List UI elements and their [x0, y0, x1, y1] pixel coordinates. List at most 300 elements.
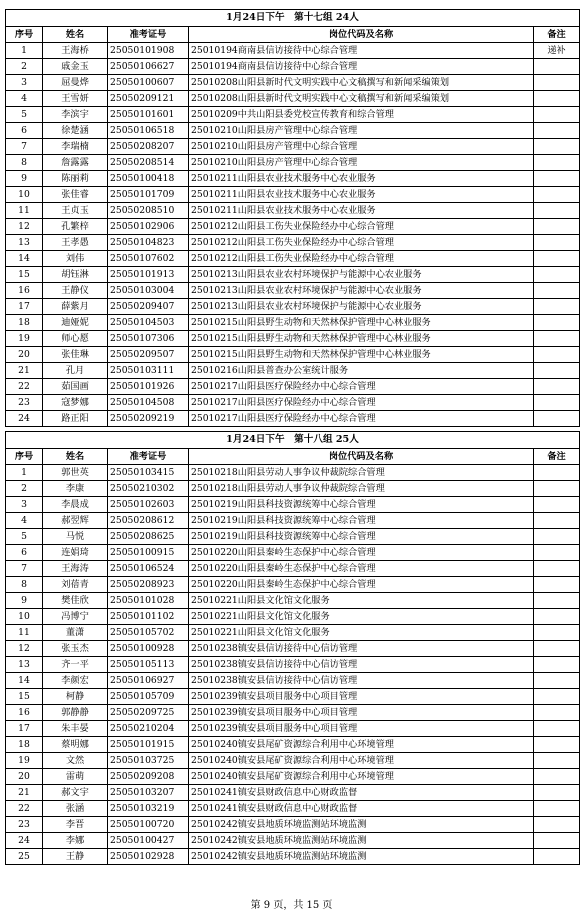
exam-number-cell: 25050208625: [108, 529, 189, 545]
table-row: [6, 283, 580, 299]
table-row: [6, 721, 580, 737]
exam-number-cell: 25050209407: [108, 299, 189, 315]
exam-number-cell: 25050208514: [108, 155, 189, 171]
exam-number-cell: 25050107306: [108, 331, 189, 347]
post-code-name-cell: 25010221山阳县文化馆文化服务: [189, 625, 534, 641]
table-row: [6, 593, 580, 609]
row-number-cell: 21: [6, 363, 43, 379]
candidate-name-cell: 王静: [43, 849, 108, 865]
table-row: [6, 267, 580, 283]
remark-cell: [534, 721, 580, 737]
candidate-name-cell: 李颜宏: [43, 673, 108, 689]
post-code-name-cell: 25010238镇安县信访接待中心信访管理: [189, 673, 534, 689]
exam-number-cell: 25050103207: [108, 785, 189, 801]
row-number-cell: 6: [6, 123, 43, 139]
table-row: [6, 769, 580, 785]
remark-cell: [534, 625, 580, 641]
candidate-name-cell: 师心愿: [43, 331, 108, 347]
exam-number-cell: 25050101908: [108, 43, 189, 59]
row-number-cell: 22: [6, 801, 43, 817]
exam-number-cell: 25050100427: [108, 833, 189, 849]
group-18-table: [5, 431, 580, 865]
candidate-name-cell: 李滨宇: [43, 107, 108, 123]
exam-number-cell: 25050209208: [108, 769, 189, 785]
post-code-name-cell: 25010218山阳县劳动人事争议仲裁院综合管理: [189, 465, 534, 481]
exam-number-cell: 25050101601: [108, 107, 189, 123]
candidate-name-cell: 张佳琳: [43, 347, 108, 363]
column-header-row-number: 序号: [6, 449, 43, 465]
table-row: [6, 785, 580, 801]
candidate-name-cell: 王海涛: [43, 561, 108, 577]
row-number-cell: 3: [6, 75, 43, 91]
remark-cell: [534, 347, 580, 363]
exam-number-cell: 25050107602: [108, 251, 189, 267]
table-row: [6, 171, 580, 187]
row-number-cell: 4: [6, 513, 43, 529]
remark-cell: [534, 817, 580, 833]
row-number-cell: 23: [6, 395, 43, 411]
exam-number-cell: 25050209121: [108, 91, 189, 107]
table-row: [6, 43, 580, 59]
post-code-name-cell: 25010218山阳县劳动人事争议仲裁院综合管理: [189, 481, 534, 497]
remark-cell: [534, 769, 580, 785]
table-row: [6, 801, 580, 817]
post-code-name-cell: 25010239镇安县项目服务中心项目管理: [189, 721, 534, 737]
post-code-name-cell: 25010238镇安县信访接待中心信访管理: [189, 641, 534, 657]
remark-cell: [534, 753, 580, 769]
table-row: [6, 187, 580, 203]
table-row: [6, 235, 580, 251]
exam-number-cell: 25050104823: [108, 235, 189, 251]
exam-number-cell: 25050100418: [108, 171, 189, 187]
remark-cell: [534, 641, 580, 657]
row-number-cell: 13: [6, 235, 43, 251]
row-number-cell: 21: [6, 785, 43, 801]
exam-number-cell: 25050101915: [108, 737, 189, 753]
row-number-cell: 4: [6, 91, 43, 107]
row-number-cell: 11: [6, 625, 43, 641]
exam-number-cell: 25050102603: [108, 497, 189, 513]
row-number-cell: 7: [6, 561, 43, 577]
exam-number-cell: 25050101709: [108, 187, 189, 203]
table-row: [6, 155, 580, 171]
remark-cell: [534, 801, 580, 817]
candidate-name-cell: 文然: [43, 753, 108, 769]
row-number-cell: 16: [6, 283, 43, 299]
table-row: [6, 481, 580, 497]
post-code-name-cell: 25010239镇安县项目服务中心项目管理: [189, 705, 534, 721]
table-row: [6, 59, 580, 75]
candidate-name-cell: 柯静: [43, 689, 108, 705]
remark-cell: [534, 267, 580, 283]
candidate-name-cell: 郭静静: [43, 705, 108, 721]
row-number-cell: 6: [6, 545, 43, 561]
table-row: [6, 315, 580, 331]
post-code-name-cell: 25010209中共山阳县委党校宣传教育和综合管理: [189, 107, 534, 123]
row-number-cell: 10: [6, 187, 43, 203]
candidate-name-cell: 张佳睿: [43, 187, 108, 203]
post-code-name-cell: 25010210山阳县房产管理中心综合管理: [189, 139, 534, 155]
table-row: [6, 379, 580, 395]
remark-cell: [534, 331, 580, 347]
candidate-name-cell: 孔繁梓: [43, 219, 108, 235]
exam-number-cell: 25050101926: [108, 379, 189, 395]
column-header-exam-number: 准考证号: [108, 27, 189, 43]
table-row: [6, 395, 580, 411]
exam-number-cell: 25050101102: [108, 609, 189, 625]
exam-number-cell: 25050106524: [108, 561, 189, 577]
table-row: [6, 673, 580, 689]
exam-number-cell: 25050103004: [108, 283, 189, 299]
table-row: [6, 465, 580, 481]
row-number-cell: 19: [6, 331, 43, 347]
post-code-name-cell: 25010212山阳县工伤失业保险经办中心综合管理: [189, 219, 534, 235]
post-code-name-cell: 25010211山阳县农业技术服务中心农业服务: [189, 187, 534, 203]
remark-cell: [534, 593, 580, 609]
post-code-name-cell: 25010211山阳县农业技术服务中心农业服务: [189, 171, 534, 187]
remark-cell: [534, 363, 580, 379]
exam-number-cell: 25050209507: [108, 347, 189, 363]
exam-number-cell: 25050100928: [108, 641, 189, 657]
exam-number-cell: 25050105113: [108, 657, 189, 673]
remark-cell: [534, 203, 580, 219]
exam-number-cell: 25050106927: [108, 673, 189, 689]
remark-cell: [534, 737, 580, 753]
candidate-name-cell: 冯博宁: [43, 609, 108, 625]
post-code-name-cell: 25010208山阳县新时代文明实践中心文稿撰写和新闻采编策划: [189, 75, 534, 91]
candidate-name-cell: 樊佳欣: [43, 593, 108, 609]
row-number-cell: 1: [6, 465, 43, 481]
remark-cell: [534, 395, 580, 411]
row-number-cell: 20: [6, 347, 43, 363]
row-number-cell: 15: [6, 267, 43, 283]
remark-cell: [534, 673, 580, 689]
candidate-name-cell: 屈曼烨: [43, 75, 108, 91]
candidate-name-cell: 李晨成: [43, 497, 108, 513]
row-number-cell: 19: [6, 753, 43, 769]
row-number-cell: 2: [6, 59, 43, 75]
candidate-name-cell: 郭世英: [43, 465, 108, 481]
table-row: [6, 203, 580, 219]
remark-cell: [534, 107, 580, 123]
candidate-name-cell: 王静仪: [43, 283, 108, 299]
remark-cell: [534, 577, 580, 593]
post-code-name-cell: 25010212山阳县工伤失业保险经办中心综合管理: [189, 251, 534, 267]
post-code-name-cell: 25010240镇安县尾矿资源综合利用中心环境管理: [189, 737, 534, 753]
remark-cell: [534, 139, 580, 155]
row-number-cell: 14: [6, 251, 43, 267]
post-code-name-cell: 25010238镇安县信访接待中心信访管理: [189, 657, 534, 673]
table-row: [6, 363, 580, 379]
candidate-name-cell: 王海桥: [43, 43, 108, 59]
post-code-name-cell: 25010215山阳县野生动物和天然林保护管理中心林业服务: [189, 347, 534, 363]
row-number-cell: 8: [6, 577, 43, 593]
remark-cell: [534, 481, 580, 497]
remark-cell: [534, 849, 580, 865]
table-row: [6, 689, 580, 705]
exam-number-cell: 25050102928: [108, 849, 189, 865]
candidate-name-cell: 胡钰淋: [43, 267, 108, 283]
candidate-name-cell: 李瑞楠: [43, 139, 108, 155]
row-number-cell: 17: [6, 721, 43, 737]
row-number-cell: 25: [6, 849, 43, 865]
exam-number-cell: 25050100720: [108, 817, 189, 833]
row-number-cell: 17: [6, 299, 43, 315]
exam-number-cell: 25050210204: [108, 721, 189, 737]
row-number-cell: 7: [6, 139, 43, 155]
row-number-cell: 13: [6, 657, 43, 673]
remark-cell: [534, 561, 580, 577]
post-code-name-cell: 25010220山阳县秦岭生态保护中心综合管理: [189, 561, 534, 577]
candidate-name-cell: 郝文宇: [43, 785, 108, 801]
candidate-name-cell: 薛紫月: [43, 299, 108, 315]
row-number-cell: 18: [6, 737, 43, 753]
row-number-cell: 24: [6, 411, 43, 427]
remark-cell: [534, 91, 580, 107]
table-row: [6, 641, 580, 657]
post-code-name-cell: 25010241镇安县财政信息中心财政监督: [189, 785, 534, 801]
table-row: [6, 123, 580, 139]
exam-number-cell: 25050103725: [108, 753, 189, 769]
post-code-name-cell: 25010215山阳县野生动物和天然林保护管理中心林业服务: [189, 331, 534, 347]
candidate-name-cell: 詹露露: [43, 155, 108, 171]
candidate-name-cell: 蔡明娜: [43, 737, 108, 753]
column-header-post-code-name: 岗位代码及名称: [189, 449, 534, 465]
column-header-remark: 备注: [534, 449, 580, 465]
post-code-name-cell: 25010212山阳县工伤失业保险经办中心综合管理: [189, 235, 534, 251]
exam-number-cell: 25050208510: [108, 203, 189, 219]
post-code-name-cell: 25010213山阳县农业农村环境保护与能源中心农业服务: [189, 299, 534, 315]
post-code-name-cell: 25010219山阳县科技资源统筹中心综合管理: [189, 529, 534, 545]
post-code-name-cell: 25010215山阳县野生动物和天然林保护管理中心林业服务: [189, 315, 534, 331]
column-header-row-number: 序号: [6, 27, 43, 43]
exam-number-cell: 25050106518: [108, 123, 189, 139]
header-row: [6, 449, 580, 465]
table-row: [6, 561, 580, 577]
exam-number-cell: 25050209725: [108, 705, 189, 721]
row-number-cell: 1: [6, 43, 43, 59]
post-code-name-cell: 25010217山阳县医疗保险经办中心综合管理: [189, 411, 534, 427]
column-header-post-code-name: 岗位代码及名称: [189, 27, 534, 43]
table-row: [6, 107, 580, 123]
table-row: [6, 75, 580, 91]
post-code-name-cell: 25010241镇安县财政信息中心财政监督: [189, 801, 534, 817]
table-row: [6, 849, 580, 865]
remark-cell: [534, 299, 580, 315]
table-row: [6, 347, 580, 363]
post-code-name-cell: 25010210山阳县房产管理中心综合管理: [189, 123, 534, 139]
remark-cell: [534, 785, 580, 801]
candidate-name-cell: 孔月: [43, 363, 108, 379]
exam-number-cell: 25050101913: [108, 267, 189, 283]
post-code-name-cell: 25010220山阳县秦岭生态保护中心综合管理: [189, 577, 534, 593]
row-number-cell: 14: [6, 673, 43, 689]
post-code-name-cell: 25010221山阳县文化馆文化服务: [189, 609, 534, 625]
post-code-name-cell: 25010194商南县信访接待中心综合管理: [189, 59, 534, 75]
column-header-candidate-name: 姓名: [43, 27, 108, 43]
row-number-cell: 18: [6, 315, 43, 331]
remark-cell: [534, 123, 580, 139]
column-header-candidate-name: 姓名: [43, 449, 108, 465]
remark-cell: [534, 497, 580, 513]
table-row: [6, 139, 580, 155]
candidate-name-cell: 刘蓓青: [43, 577, 108, 593]
post-code-name-cell: 25010194商南县信访接待中心综合管理: [189, 43, 534, 59]
post-code-name-cell: 25010219山阳县科技资源统筹中心综合管理: [189, 513, 534, 529]
group-title: 1月24日下午 第十七组 24人: [6, 10, 580, 27]
table-row: [6, 737, 580, 753]
table-row: [6, 411, 580, 427]
post-code-name-cell: 25010210山阳县房产管理中心综合管理: [189, 155, 534, 171]
remark-cell: [534, 75, 580, 91]
table-row: [6, 91, 580, 107]
row-number-cell: 11: [6, 203, 43, 219]
exam-number-cell: 25050209219: [108, 411, 189, 427]
remark-cell: [534, 705, 580, 721]
remark-cell: [534, 689, 580, 705]
exam-number-cell: 25050103415: [108, 465, 189, 481]
candidate-name-cell: 李晋: [43, 817, 108, 833]
table-row: [6, 705, 580, 721]
post-code-name-cell: 25010211山阳县农业技术服务中心农业服务: [189, 203, 534, 219]
remark-cell: [534, 235, 580, 251]
exam-number-cell: 25050104508: [108, 395, 189, 411]
candidate-name-cell: 郝翌辉: [43, 513, 108, 529]
remark-cell: [534, 251, 580, 267]
group-17-table: [5, 9, 580, 427]
candidate-name-cell: 戚金玉: [43, 59, 108, 75]
candidate-name-cell: 张涵: [43, 801, 108, 817]
remark-cell: [534, 545, 580, 561]
row-number-cell: 5: [6, 529, 43, 545]
table-row: [6, 529, 580, 545]
post-code-name-cell: 25010240镇安县尾矿资源综合利用中心环境管理: [189, 769, 534, 785]
row-number-cell: 10: [6, 609, 43, 625]
remark-cell: [534, 379, 580, 395]
exam-number-cell: 25050104503: [108, 315, 189, 331]
column-header-remark: 备注: [534, 27, 580, 43]
candidate-name-cell: 刘伟: [43, 251, 108, 267]
table-row: [6, 625, 580, 641]
candidate-name-cell: 李康: [43, 481, 108, 497]
remark-cell: [534, 411, 580, 427]
candidate-name-cell: 张玉杰: [43, 641, 108, 657]
exam-number-cell: 25050105702: [108, 625, 189, 641]
candidate-name-cell: 路正阳: [43, 411, 108, 427]
table-row: [6, 817, 580, 833]
candidate-name-cell: 朱丰晏: [43, 721, 108, 737]
column-header-exam-number: 准考证号: [108, 449, 189, 465]
post-code-name-cell: 25010219山阳县科技资源统筹中心综合管理: [189, 497, 534, 513]
table-row: [6, 753, 580, 769]
candidate-name-cell: 陈丽莉: [43, 171, 108, 187]
candidate-name-cell: 王贞玉: [43, 203, 108, 219]
row-number-cell: 9: [6, 171, 43, 187]
table-row: [6, 577, 580, 593]
candidate-name-cell: 徐楚涵: [43, 123, 108, 139]
row-number-cell: 9: [6, 593, 43, 609]
header-row: [6, 27, 580, 43]
table-row: [6, 609, 580, 625]
page-footer: 第 9 页，共 15 页: [250, 900, 333, 911]
exam-number-cell: 25050102906: [108, 219, 189, 235]
candidate-name-cell: 齐一平: [43, 657, 108, 673]
post-code-name-cell: 25010217山阳县医疗保险经办中心综合管理: [189, 395, 534, 411]
candidate-name-cell: 马悦: [43, 529, 108, 545]
exam-number-cell: 25050208207: [108, 139, 189, 155]
remark-cell: [534, 155, 580, 171]
row-number-cell: 3: [6, 497, 43, 513]
remark-cell: [534, 529, 580, 545]
candidate-name-cell: 董潇: [43, 625, 108, 641]
post-code-name-cell: 25010216山阳县普查办公室统计服务: [189, 363, 534, 379]
remark-cell: [534, 833, 580, 849]
row-number-cell: 12: [6, 219, 43, 235]
exam-number-cell: 25050103219: [108, 801, 189, 817]
table-row: [6, 497, 580, 513]
row-number-cell: 23: [6, 817, 43, 833]
row-number-cell: 22: [6, 379, 43, 395]
post-code-name-cell: 25010240镇安县尾矿资源综合利用中心环境管理: [189, 753, 534, 769]
table-row: [6, 513, 580, 529]
row-number-cell: 8: [6, 155, 43, 171]
post-code-name-cell: 25010213山阳县农业农村环境保护与能源中心农业服务: [189, 267, 534, 283]
post-code-name-cell: 25010208山阳县新时代文明实践中心文稿撰写和新闻采编策划: [189, 91, 534, 107]
candidate-name-cell: 王雪妍: [43, 91, 108, 107]
remark-cell: [534, 187, 580, 203]
remark-cell: 递补: [534, 43, 580, 59]
table-row: [6, 833, 580, 849]
remark-cell: [534, 609, 580, 625]
row-number-cell: 20: [6, 769, 43, 785]
table-row: [6, 299, 580, 315]
remark-cell: [534, 283, 580, 299]
candidate-name-cell: 迪娅妮: [43, 315, 108, 331]
candidate-name-cell: 李娜: [43, 833, 108, 849]
row-number-cell: 5: [6, 107, 43, 123]
candidate-name-cell: 雷萌: [43, 769, 108, 785]
row-number-cell: 2: [6, 481, 43, 497]
post-code-name-cell: 25010242镇安县地质环境监测站环境监测: [189, 849, 534, 865]
exam-number-cell: 25050210302: [108, 481, 189, 497]
row-number-cell: 12: [6, 641, 43, 657]
post-code-name-cell: 25010242镇安县地质环境监测站环境监测: [189, 833, 534, 849]
exam-number-cell: 25050106627: [108, 59, 189, 75]
post-code-name-cell: 25010242镇安县地质环境监测站环境监测: [189, 817, 534, 833]
remark-cell: [534, 219, 580, 235]
post-code-name-cell: 25010213山阳县农业农村环境保护与能源中心农业服务: [189, 283, 534, 299]
remark-cell: [534, 513, 580, 529]
remark-cell: [534, 657, 580, 673]
post-code-name-cell: 25010220山阳县秦岭生态保护中心综合管理: [189, 545, 534, 561]
exam-number-cell: 25050208923: [108, 577, 189, 593]
row-number-cell: 15: [6, 689, 43, 705]
candidate-name-cell: 王孝愚: [43, 235, 108, 251]
remark-cell: [534, 465, 580, 481]
candidate-name-cell: 寇梦娜: [43, 395, 108, 411]
exam-number-cell: 25050101028: [108, 593, 189, 609]
group-title: 1月24日下午 第十八组 25人: [6, 432, 580, 449]
row-number-cell: 16: [6, 705, 43, 721]
table-row: [6, 657, 580, 673]
post-code-name-cell: 25010239镇安县项目服务中心项目管理: [189, 689, 534, 705]
exam-number-cell: 25050105709: [108, 689, 189, 705]
exam-number-cell: 25050103111: [108, 363, 189, 379]
table-row: [6, 545, 580, 561]
table-row: [6, 331, 580, 347]
remark-cell: [534, 315, 580, 331]
row-number-cell: 24: [6, 833, 43, 849]
